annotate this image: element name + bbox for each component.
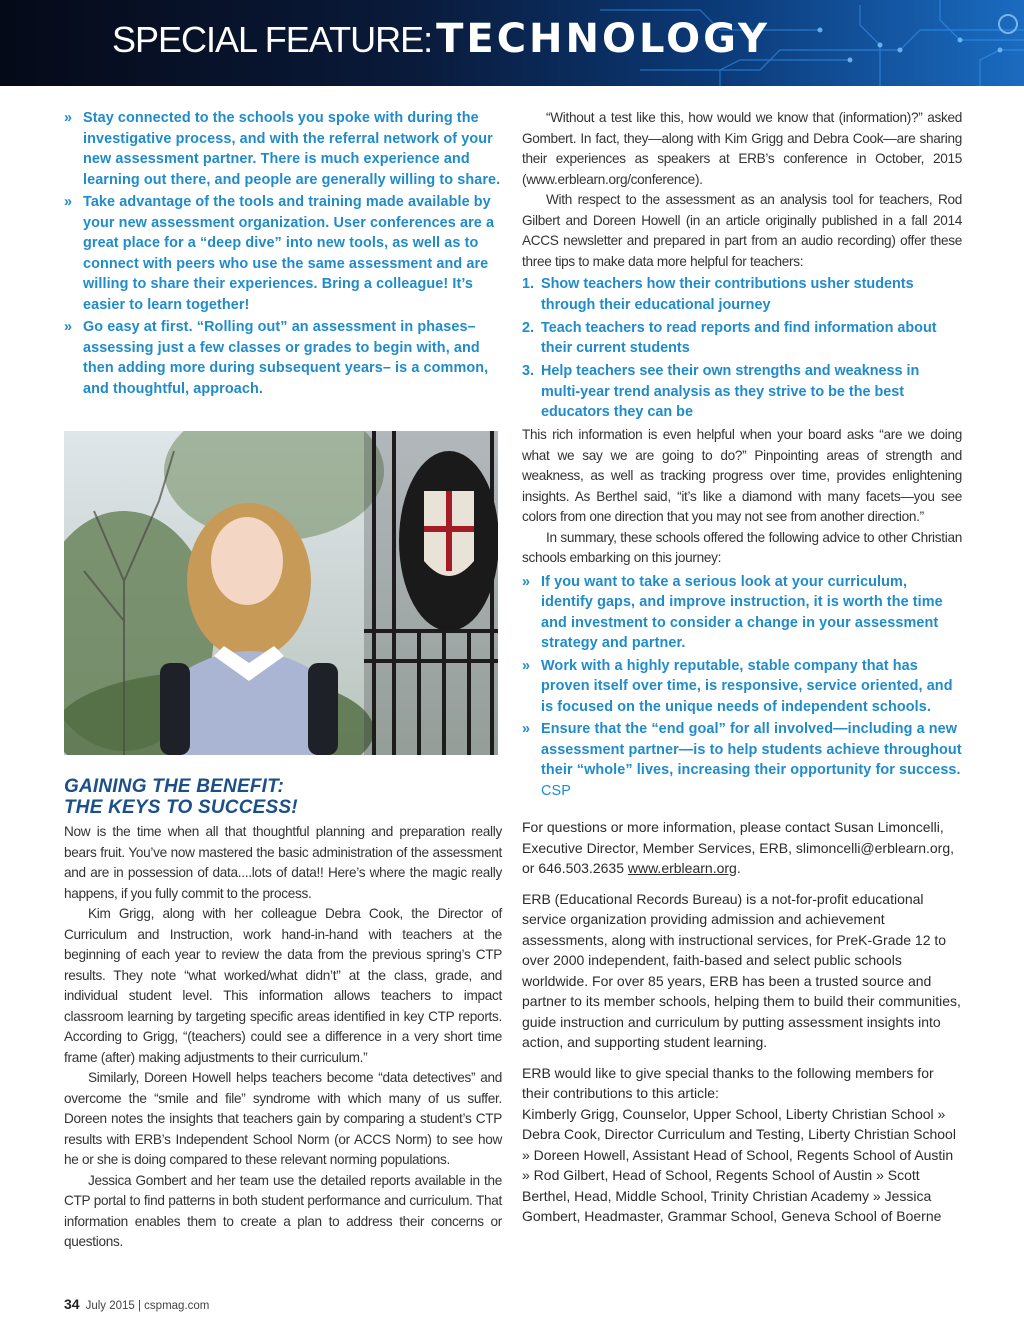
paragraph: In summary, these schools offered the following advice to other Christian schools embarking on this journey: (522, 529, 962, 565)
bullet-mark: » (522, 657, 531, 674)
bullet-mark: » (522, 573, 531, 590)
list-item: » Take advantage of the tools and training made available by your new assessment organization. User conferences are a great place for a “deep dive” into new tools, as well as to connect with peers who use the same assessment and are willing to share their experiences. Bring a colleague! It’s easier to learn together! (64, 194, 495, 313)
paragraph: This rich information is even helpful when your board asks “are we doing what we say we are going to do?” Pinpointing areas of strength and weakness, as well as tracking progress over time, provides enlightening insights. As Berthel said, “it’s like a diamond with many facets—you see colors from one direction that you may not see from another direction.” (522, 427, 962, 524)
left-column-tips (64, 108, 502, 401)
left-body-text (64, 822, 502, 1253)
right-column (522, 108, 962, 1227)
list-item: 1. Show teachers how their contributions usher students through their educational journey (522, 276, 914, 313)
list-item: » Ensure that the “end goal” for all involved—including a new assessment partner—is to help students achieve throughout their “whole” lives, increasing their opportunity for success. CSP (522, 721, 962, 799)
tips-list (522, 274, 962, 423)
list-item: » Work with a highly reputable, stable company that has proven itself over time, is responsive, service oriented, and is focused on the unique needs of independent schools. (522, 657, 953, 715)
banner-section: TECHNOLOGY (436, 16, 770, 62)
banner-title (112, 16, 770, 62)
advice-list (522, 572, 962, 802)
paragraph: Kim Grigg, along with her colleague Debra Cook, the Director of Curriculum and Instruction, work hand-in-hand with teachers at the beginning of each year to review the data from the previous spring’s CTP results. They note “what worked/what didn’t” at the class, grade, and individual student level. This information allows teachers to impact classroom learning by targeting specific areas identified in key CTP reports. According to Grigg, “(teachers) could see a difference in a very short time frame (after) making adjustments to their curriculum.” (64, 906, 502, 1065)
list-item: 3. Help teachers see their own strengths and weakness in multi-year trend analysis as they strive to be the best educators they can be (522, 363, 920, 420)
left-bullet-list (64, 108, 502, 399)
footer-info: July 2015 | cspmag.com (85, 1300, 210, 1312)
section-heading: GAINING THE BENEFIT: THE KEYS TO SUCCESS! (64, 776, 298, 818)
erb-website-link[interactable]: www.erblearn.org (627, 860, 737, 876)
bullet-mark: » (522, 721, 531, 737)
paragraph: “Without a test like this, how would we know that (information)?” asked Gombert. In fact, they—along with Kim Grigg and Debra Cook—are sharing their experiences as speakers at ERB’s conference in October, 2015 (www.erblearn.org/conference). (522, 110, 962, 187)
student-at-gate-image (64, 431, 498, 755)
list-item: » Stay connected to the schools you spoke with during the investigative process, and with the referral network of your new assessment partner. There is much experience and learning out there, and people are generally willing to share. (64, 110, 501, 188)
paragraph: Jessica Gombert and her team use the detailed reports available in the CTP portal to find patterns in both student performance and curriculum. That information enables them to create a plan to address their concerns or questions. (64, 1172, 502, 1249)
bullet-mark: » (64, 319, 73, 335)
bullet-mark: » (64, 194, 73, 210)
header-banner (0, 0, 1024, 86)
thanks-paragraph: ERB would like to give special thanks to the following members for their contributions to this article: Kimberly Grigg, Counselor, Upper School, Liberty Christian School » Debra Cook, Director Curriculum and Testing, Liberty Christian School » Doreen Howell, Assistant Head of School, Regents School of Austin » Rod Gilbert, Head of School, Regents School of Austin » Scott Berthel, Head, Middle School, Trinity Christian Academy » Jessica Gombert, Headmaster, Grammar School, Geneva School of Boerne (522, 1064, 956, 1224)
page-footer (64, 1296, 209, 1312)
bullet-mark: » (64, 110, 73, 126)
paragraph: With respect to the assessment as an analysis tool for teachers, Rod Gilbert and Doreen Howell (in an article originally published in a fall 2014 ACCS newsletter and prepared in part from an audio recording) offer these three tips to make data more helpful for teachers: (522, 192, 962, 269)
list-item: 2. Teach teachers to read reports and find information about their current students (522, 319, 937, 356)
paragraph: Now is the time when all that thoughtful planning and preparation really bears fruit. You’ve now mastered the basic administration of the assessment and are in possession of data....lots of data!! Here’s where the magic really happens, if you fully commit to the process. (64, 824, 502, 901)
student-photo (64, 431, 498, 755)
contact-paragraph: For questions or more information, please contact Susan Limoncelli, Executive Director, Member Services, ERB, slimoncelli@erblearn.org, or 646.503.2635 www.erblearn.org. (522, 819, 955, 876)
right-middle (522, 425, 962, 569)
list-item: » Go easy at first. “Rolling out” an assessment in phases– assessing just a few classes or grades to begin with, and then adding more during subsequent years– is a common, and thoughtful, approach. (64, 319, 489, 397)
right-intro (522, 108, 962, 272)
banner-prefix: SPECIAL FEATURE: (112, 19, 433, 60)
contact-block (522, 817, 962, 1227)
page-number: 34 (64, 1296, 80, 1312)
paragraph: Similarly, Doreen Howell helps teachers become “data detectives” and overcome the “smile and file” syndrome with which many of us suffer. Doreen notes the insights that teachers gain by comparing a student’s CTP results with ERB’s Independent School Norm (or ACCS Norm) to see how he or she is doing compared to these relevant norming populations. (64, 1070, 502, 1167)
list-item: » If you want to take a serious look at your curriculum, identify gaps, and improve instruction, it is worth the time and investment to consider a change in your assessment strategy and partner. (522, 573, 943, 651)
end-mark: CSP (541, 782, 571, 799)
about-erb-paragraph: ERB (Educational Records Bureau) is a not-for-profit educational service organization providing admission and achievement assessments, along with instructional services, for PreK-Grade 12 to over 2000 independent, faith-based and select public schools worldwide. For over 85 years, ERB has been a trusted source and partner to its member schools, helping them to build their communities, guide instruction and curriculum by putting assessment insights into action, and supporting student learning. (522, 890, 961, 1050)
